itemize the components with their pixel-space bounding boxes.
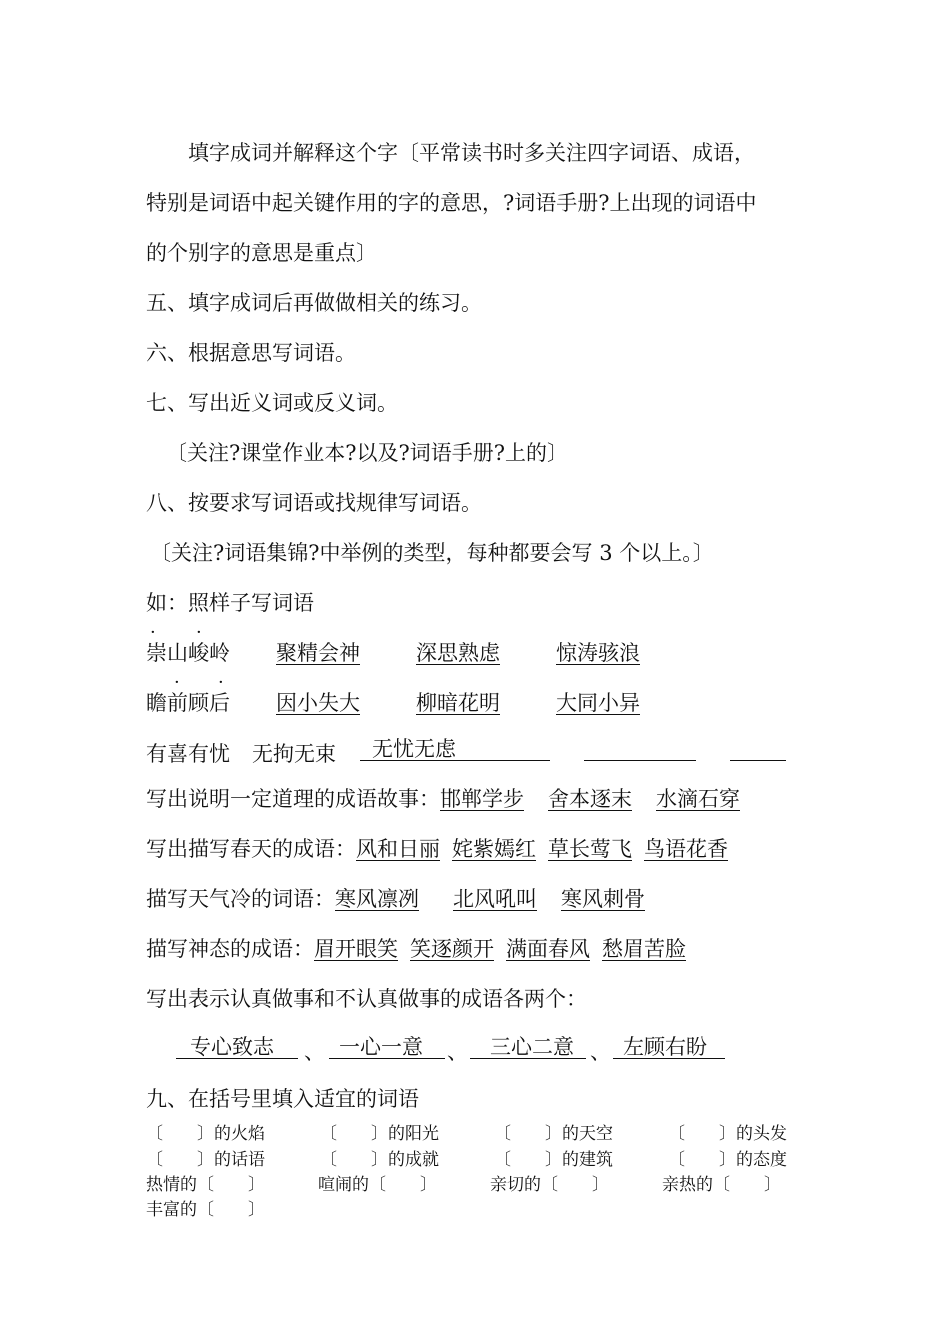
example-row-3 — [146, 738, 786, 767]
example-word: 因小失大 — [276, 691, 360, 715]
fill-item[interactable]: 〔 〕的建筑 — [494, 1150, 613, 1170]
section-6-heading: 六、根据意思写词语。 — [146, 341, 356, 365]
example-word: 惊涛骇浪 — [556, 641, 640, 665]
fill-item[interactable]: 亲切的〔 〕 — [490, 1175, 609, 1195]
idiom: 眉开眼笑 — [314, 937, 398, 961]
intro-line-3: 的个别字的意思是重点〕 — [146, 241, 377, 265]
answer-blank[interactable] — [730, 738, 786, 761]
idiom: 草长莺飞 — [548, 837, 632, 861]
idiom: 满面春风 — [506, 937, 590, 961]
example-word: 无拘无束 — [252, 742, 336, 766]
answer-blank[interactable] — [584, 738, 696, 761]
idiom: 姹紫嫣红 — [452, 837, 536, 861]
fill-item[interactable]: 〔 〕的态度 — [668, 1150, 787, 1170]
answer-blank[interactable] — [176, 1036, 298, 1059]
idiom: 愁眉苦脸 — [602, 937, 686, 961]
fill-item[interactable]: 亲热的〔 〕 — [662, 1175, 781, 1195]
spring-idiom-line — [146, 836, 728, 862]
section-5-heading: 五、填字成词后再做做相关的练习。 — [146, 291, 482, 315]
section-8-note: 〔关注?词语集锦?中举例的类型，每种都要会写 3 个以上。〕 — [150, 541, 714, 565]
emphasis-dot: · — [174, 672, 180, 693]
fill-item[interactable]: 〔 〕的火焰 — [146, 1124, 265, 1144]
example-intro: 如：照样子写词语 — [146, 591, 314, 615]
cold-weather-line — [146, 886, 645, 912]
section-7-note: 〔关注?课堂作业本?以及?词语手册?上的〕 — [166, 441, 569, 465]
idiom: 笑逐颜开 — [410, 937, 494, 961]
example-row-1 — [146, 640, 640, 666]
section-8-heading: 八、按要求写词语或找规律写词语。 — [146, 491, 482, 515]
idiom: 水滴石穿 — [656, 787, 740, 811]
fill-item[interactable]: 〔 〕的阳光 — [320, 1124, 439, 1144]
fill-item[interactable]: 热情的〔 〕 — [146, 1175, 265, 1195]
idiom: 专心致志 — [190, 1035, 274, 1059]
fill-row-2 — [146, 1149, 787, 1171]
line-label: 描写神态的成语： — [146, 937, 314, 961]
idiom: 风和日丽 — [356, 837, 440, 861]
line-label: 描写天气冷的词语： — [146, 887, 335, 911]
section-7-heading: 七、写出近义词或反义词。 — [146, 391, 398, 415]
example-word: 聚精会神 — [276, 641, 360, 665]
idiom: 左顾右盼 — [623, 1035, 707, 1059]
fill-item[interactable]: 〔 〕的话语 — [146, 1150, 265, 1170]
fill-row-1 — [146, 1123, 787, 1145]
idiom: 鸟语花香 — [644, 837, 728, 861]
example-row-2 — [146, 690, 640, 716]
line-label: 写出说明一定道理的成语故事： — [146, 787, 440, 811]
serious-intro: 写出表示认真做事和不认真做事的成语各两个： — [146, 987, 587, 1011]
example-word: 有喜有忧 — [146, 742, 230, 766]
fill-row-3 — [146, 1174, 781, 1196]
idiom: 一心一意 — [339, 1035, 423, 1059]
idiom: 北风吼叫 — [453, 887, 537, 911]
example-word: 大同小异 — [556, 691, 640, 715]
fill-row-4 — [146, 1199, 265, 1221]
expression-idiom-line — [146, 936, 686, 962]
intro-line-1: 填字成词并解释这个字〔平常读书时多关注四字词语、成语， — [188, 141, 755, 165]
idiom-story-line — [146, 786, 740, 812]
idiom: 寒风凛冽 — [335, 887, 419, 911]
idiom: 邯郸学步 — [440, 787, 524, 811]
fill-item[interactable]: 〔 〕的头发 — [668, 1124, 787, 1144]
idiom: 三心二意 — [490, 1035, 574, 1059]
emphasis-dot: · — [196, 622, 202, 643]
fill-item[interactable]: 〔 〕的天空 — [494, 1124, 613, 1144]
serious-idioms-line — [176, 1036, 725, 1065]
fill-item[interactable]: 喧闹的〔 〕 — [318, 1175, 437, 1195]
answer-blank[interactable] — [329, 1036, 445, 1059]
line-label: 写出描写春天的成语： — [146, 837, 356, 861]
idiom: 寒风刺骨 — [561, 887, 645, 911]
answer-blank[interactable] — [360, 738, 550, 761]
answer-blank[interactable] — [470, 1036, 586, 1059]
example-word: 柳暗花明 — [416, 691, 500, 715]
example-word: 瞻前顾后 — [146, 691, 230, 715]
separator: 、 — [590, 1040, 611, 1064]
fill-item[interactable]: 〔 〕的成就 — [320, 1150, 439, 1170]
emphasis-dot: · — [218, 672, 224, 693]
answer-blank[interactable] — [613, 1036, 725, 1059]
fill-item[interactable]: 丰富的〔 〕 — [146, 1200, 265, 1220]
emphasis-dot: · — [150, 622, 156, 643]
intro-line-2: 特别是词语中起关键作用的字的意思，?词语手册?上出现的词语中 — [146, 191, 757, 215]
idiom: 舍本逐末 — [548, 787, 632, 811]
example-word: 无忧无虑 — [372, 737, 456, 761]
section-9-heading: 九、在括号里填入适宜的词语 — [146, 1087, 419, 1111]
example-word: 崇山峻岭 — [146, 641, 230, 665]
example-word: 深思熟虑 — [416, 641, 500, 665]
separator: 、 — [304, 1040, 325, 1064]
separator: 、 — [447, 1040, 468, 1064]
